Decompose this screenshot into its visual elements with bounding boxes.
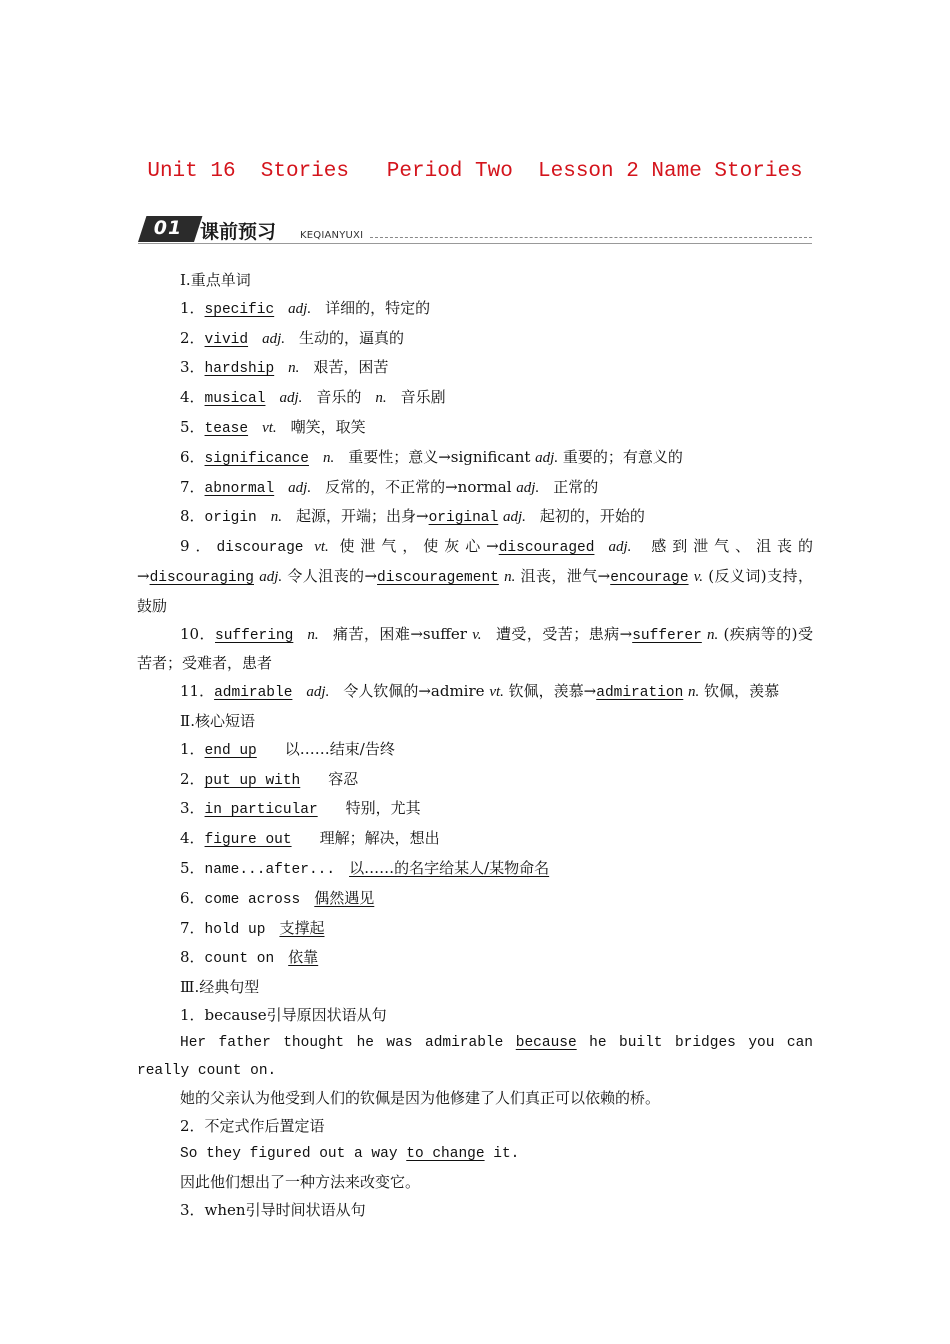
answer-word: discouraging xyxy=(149,569,254,586)
vocab-item: 2．vivid adj. 生动的，逼真的 xyxy=(180,328,404,348)
answer-word: hardship xyxy=(204,361,275,378)
worksheet-content xyxy=(137,267,813,1224)
section-dashed-rule xyxy=(370,237,812,238)
section-heading: 课前预习 xyxy=(200,221,277,243)
phrase-item: 6．come across 偶然遇见 xyxy=(180,888,375,908)
answer-word: discouraged xyxy=(498,540,595,557)
answer-word: encourage xyxy=(610,569,689,586)
phrase-item: 3．in particular 特别，尤其 xyxy=(180,799,421,819)
answer-word: suffering xyxy=(215,627,294,644)
answer-word: to change xyxy=(406,1145,485,1162)
answer-phrase: end up xyxy=(204,742,257,759)
phrase-item: 7．hold up 支撑起 xyxy=(180,918,325,938)
section-number: 01 xyxy=(153,217,183,239)
sentence-label: 3．when引导时间状语从句 xyxy=(180,1200,366,1219)
phrase-item: 5．name...after... 以……的名字给某人/某物命名 xyxy=(180,858,550,878)
sentence-english: So they figured out a way to change it. xyxy=(180,1145,520,1162)
section-header xyxy=(138,214,812,248)
vocab-heading: Ⅰ.重点单词 xyxy=(180,271,251,289)
answer-meaning: 依靠 xyxy=(288,948,319,967)
answer-word: sufferer xyxy=(632,627,702,644)
sentence-chinese: 她的父亲认为他受到人们的钦佩是因为他修建了人们真正可以依赖的桥。 xyxy=(180,1089,661,1108)
answer-word: admirable xyxy=(214,685,293,702)
answer-meaning: 支撑起 xyxy=(279,918,325,937)
phrases-heading: Ⅱ.核心短语 xyxy=(180,711,255,730)
answer-meaning: 以……的名字给某人/某物命名 xyxy=(349,858,550,877)
answer-phrase: put up with xyxy=(204,772,301,789)
answer-word: original xyxy=(428,510,499,527)
vocab-item: 6．significance n. 重要性；意义→significant adj. 重要的；有意义的 xyxy=(180,447,683,467)
section-pinyin: KEQIANYUXI xyxy=(300,230,364,241)
answer-word: abnormal xyxy=(204,480,275,497)
phrase-item: 2．put up with 容忍 xyxy=(180,769,359,789)
answer-word: significance xyxy=(204,450,309,467)
answer-meaning: 偶然遇见 xyxy=(314,888,375,907)
section-rule xyxy=(138,243,812,244)
vocab-item: 4．musical adj. 音乐的 n. 音乐剧 xyxy=(180,388,446,408)
phrase-item: 1．end up 以……结束/告终 xyxy=(180,739,395,759)
answer-word: discouragement xyxy=(377,569,499,586)
answer-word: tease xyxy=(204,420,249,437)
answer-word: specific xyxy=(204,301,275,318)
vocab-item: 5．tease vt. 嘲笑，取笑 xyxy=(180,417,366,437)
sentence-english: Her father thought he was admirable because he built bridges you can really count on. xyxy=(137,1034,813,1079)
answer-phrase: in particular xyxy=(204,802,318,819)
answer-phrase: figure out xyxy=(204,832,292,849)
answer-word: musical xyxy=(204,391,266,408)
vocab-item: 7．abnormal adj. 反常的，不正常的→normal adj. 正常的 xyxy=(180,477,599,497)
answer-word: because xyxy=(515,1034,577,1051)
page-title: Unit 16 Stories Period Two Lesson 2 Name Stories xyxy=(147,160,803,183)
phrase-item: 4．figure out 理解；解决，想出 xyxy=(180,829,440,849)
vocab-item: 1．specific adj. 详细的，特定的 xyxy=(180,298,431,318)
answer-word: admiration xyxy=(596,685,684,702)
phrase-item: 8．count on 依靠 xyxy=(180,948,319,968)
vocab-item: 3．hardship n. 艰苦，困苦 xyxy=(180,358,389,378)
answer-word: vivid xyxy=(204,331,249,348)
vocab-item: 11．admirable adj. 令人钦佩的→admire vt. 钦佩，羡慕→admiration n. 钦佩，羡慕 xyxy=(180,682,780,702)
vocab-item: 9．discourage vt. 使泄气，使灰心→discouraged adj. 感到泄气、沮丧的→discouraging adj. 令人沮丧的→discouragement n. 沮丧，泄气→encourage v. (反义词)支持，鼓励 xyxy=(137,537,813,615)
vocab-item: 8．origin n. 起源，开端；出身→original adj. 起初的，开始的 xyxy=(180,507,645,527)
sentence-label: 1．because引导原因状语从句 xyxy=(180,1005,387,1024)
sentence-chinese: 因此他们想出了一种方法来改变它。 xyxy=(180,1172,421,1191)
sentences-heading: Ⅲ.经典句型 xyxy=(180,978,260,997)
vocab-item: 10．suffering n. 痛苦，困难→suffer v. 遭受，受苦；患病→sufferer n. (疾病等的)受苦者；受难者，患者 xyxy=(137,624,813,673)
sentence-label: 2．不定式作后置定语 xyxy=(180,1117,325,1136)
